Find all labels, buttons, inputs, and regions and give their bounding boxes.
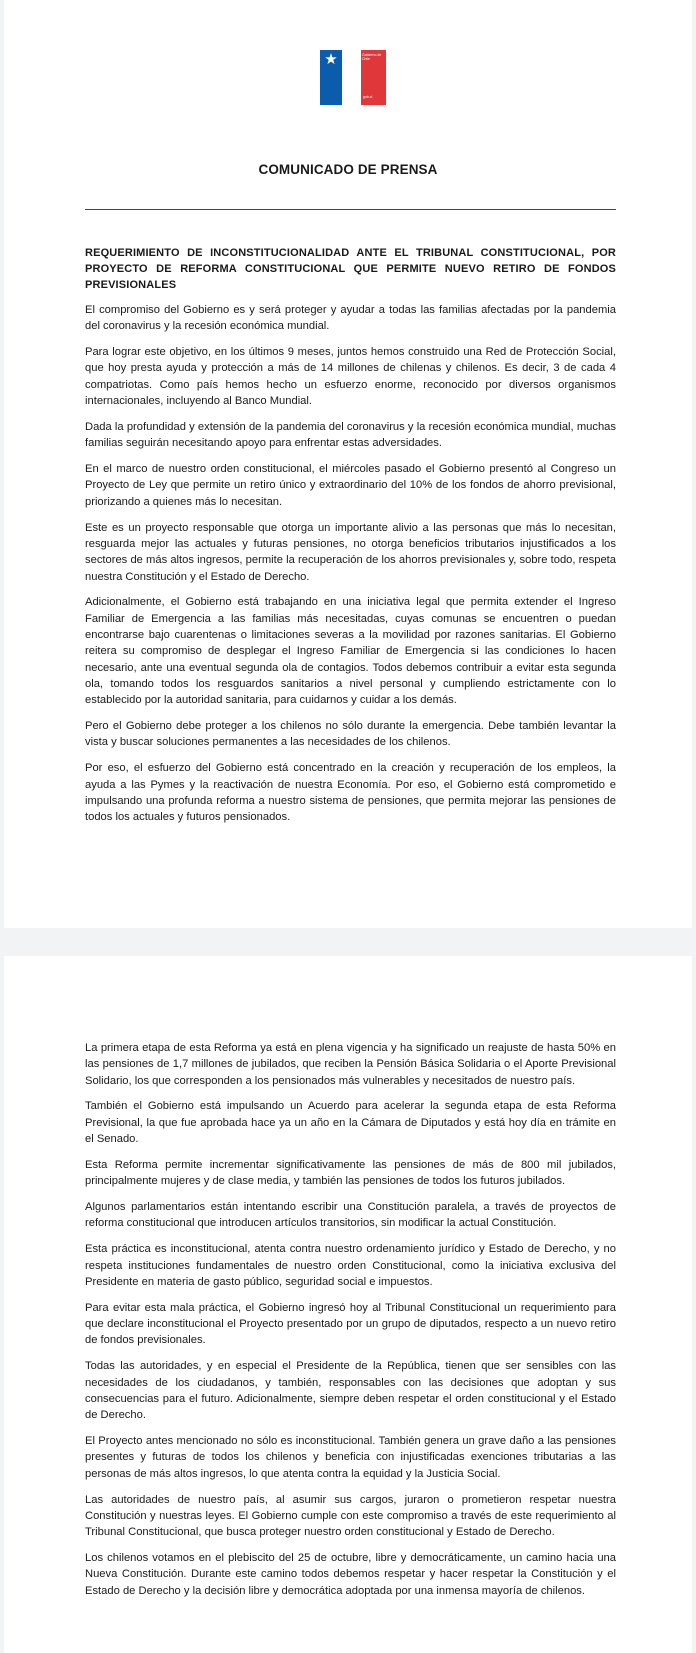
paragraph: La primera etapa de esta Reforma ya está en plena vigencia y ha significado un reajuste de hasta 50% en las pensiones de 1,7 millones de jubilados, que reciben la Pensión Básica Solidaria o el Aporte Previsional Solidario, los que corresponden a los pensionados más vulnerables y necesitados de nuestro país. (85, 1042, 616, 1087)
paragraph: En el marco de nuestro orden constitucional, el miércoles pasado el Gobierno presentó al Congreso un Proyecto de Ley que permite un retiro único y extraordinario del 10% de los fondos de ahorro previsional, priorizando a quienes más lo necesitan. (85, 463, 616, 508)
paragraph: Pero el Gobierno debe proteger a los chilenos no sólo durante la emergencia. Debe también levantar la vista y buscar soluciones permanentes a las necesidades de los chilenos. (85, 720, 616, 749)
paragraph: El Proyecto antes mencionado no sólo es inconstitucional. También genera un grave daño a las pensiones presentes y futuras de todos los chilenos y beneficia con injustificadas exenciones tributarias a las personas de más altos ingresos, lo que atenta contra la equidad y la Justicia Social. (85, 1435, 616, 1480)
page-1-content (85, 245, 616, 835)
gobierno-de-chile-logo (320, 50, 386, 105)
logo-red-block (361, 50, 386, 105)
logo-blue-block (320, 50, 342, 105)
star-icon: ★ (324, 51, 338, 68)
paragraph: Los chilenos votamos en el plebiscito del 25 de octubre, libre y democráticamente, un camino hacia una Nueva Constitución. Durante este camino todos debemos respetar y hacer respetar la Constitución y el Estado de Derecho y la decisión libre y democrática adoptada por una inmensa mayoría de chilenos. (85, 1552, 616, 1597)
paragraph: Esta Reforma permite incrementar significativamente las pensiones de más de 800 mil jubilados, principalmente mujeres y de clase media, y también las pensiones de todos los futuros jubilados. (85, 1158, 616, 1188)
paragraph: Para lograr este objetivo, en los últimos 9 meses, juntos hemos construido una Red de Protección Social, que hoy presta ayuda y protección a más de 14 millones de chilenas y chilenos. Es decir, 3 de cada 4 compatriotas. Como país hemos hecho un esfuerzo enorme, reconocido por diversos organismos internacionales, incluyendo al Banco Mundial. (85, 346, 616, 408)
document-headline: REQUERIMIENTO DE INCONSTITUCIONALIDAD ANTE EL TRIBUNAL CONSTITUCIONAL, POR PROYECTO DE REFORMA CONSTITUCIONAL QUE PERMITE NUEVO RETIRO DE FONDOS PREVISIONALES (85, 247, 616, 291)
paragraph: Este es un proyecto responsable que otorga un importante alivio a las personas que más lo necesitan, resguarda mejor las actuales y futuras pensiones, no otorga beneficios tributarios injustificados a los sectores de más altos ingresos, permite la recuperación de los ahorros previsionales y, sobre todo, respeta nuestra Constitución y el Estado de Derecho. (85, 521, 616, 583)
paragraph: Las autoridades de nuestro país, al asumir sus cargos, juraron o prometieron respetar nuestra Constitución y nuestras leyes. El Gobierno cumple con este compromiso a través de este requerimiento al Tribunal Constitucional, que busca proteger nuestro orden constitucional y Estado de Derecho. (85, 1493, 616, 1539)
document-page-1 (4, 0, 692, 928)
paragraph: También el Gobierno está impulsando un Acuerdo para acelerar la segunda etapa de esta Reforma Previsional, la que fue aprobada hace ya un año en la Cámara de Diputados y está hoy día en trámite en el Senado. (85, 1100, 616, 1146)
document-page-2 (4, 956, 692, 1653)
paragraph: Esta práctica es inconstitucional, atenta contra nuestro ordenamiento jurídico y Estado de Derecho, y no respeta instituciones fundamentales de nuestro orden Constitucional, como la iniciativa exclusiva del Presidente en materia de gasto público, seguridad social e impuestos. (85, 1243, 616, 1288)
page-title: COMUNICADO DE PRENSA (258, 162, 438, 177)
paragraph: Adicionalmente, el Gobierno está trabajando en una iniciativa legal que permita extender el Ingreso Familiar de Emergencia a las familias más necesitadas, cuyas comunas se encuentren o puedan encontrarse bajo cuarentenas o limitaciones severas a la movilidad por razones sanitarias. El Gobierno reitera su compromiso de desplegar el Ingreso Familiar de Emergencia si las condiciones lo hacen necesario, ante una eventual segunda ola de contagios. Todos debemos contribuir a evitar esta segunda ola, tomando todos los resguardos sanitarios a nivel personal y cumpliendo estrictamente con lo establecido por la autoridad sanitaria, para cuidarnos y cuidar a los demás. (85, 596, 616, 707)
page-2-content (85, 1040, 616, 1609)
paragraph: Algunos parlamentarios están intentando escribir una Constitución paralela, a través de proyectos de reforma constitucional que introducen artículos transitorios, sin modificar la actual Constitución. (85, 1201, 616, 1230)
title-divider (85, 209, 616, 210)
logo-text: Gobierno de Chile (362, 53, 382, 61)
paragraph: Para evitar esta mala práctica, el Gobierno ingresó hoy al Tribunal Constitucional un requerimiento para que declare inconstitucional el Proyecto presentado por un grupo de diputados, respecto a un nuevo retiro de fondos previsionales. (85, 1301, 616, 1347)
paragraph: Todas las autoridades, y en especial el Presidente de la República, tienen que ser sensibles con las necesidades de los ciudadanos, y también, responsables con las decisiones que adoptan y sus consecuencias para el futuro. Adicionalmente, siempre deben respetar el orden constitucional y el Estado de Derecho. (85, 1360, 616, 1422)
paragraph: Dada la profundidad y extensión de la pandemia del coronavirus y la recesión económica mundial, muchas familias seguirán necesitando apoyo para enfrentar estas adversidades. (85, 420, 616, 450)
paragraph: El compromiso del Gobierno es y será proteger y ayudar a todas las familias afectadas por la pandemia del coronavirus y la recesión económica mundial. (85, 304, 616, 333)
logo-url: gob.cl (363, 95, 373, 99)
paragraph: Por eso, el esfuerzo del Gobierno está concentrado en la creación y recuperación de los empleos, la ayuda a las Pymes y la reactivación de nuestra Economía. Por eso, el Gobierno está comprometido e impulsando una profunda reforma a nuestro sistema de pensiones, que permita mejorar las pensiones de todos los actuales y futuros pensionados. (85, 762, 616, 824)
